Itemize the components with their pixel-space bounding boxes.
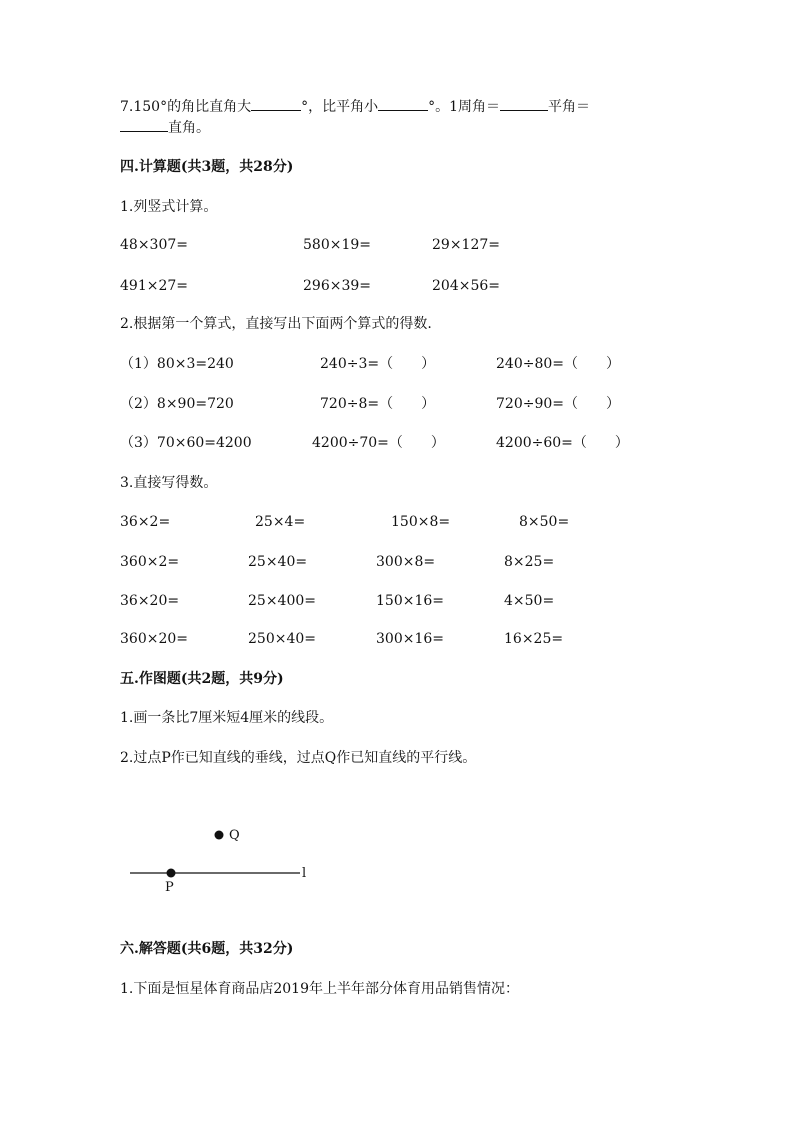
oral-item: 150×8=	[391, 514, 451, 530]
question-4-1-title: 1.列竖式计算。	[120, 199, 218, 215]
section-5-title: 五.作图题(共2题，共9分)	[120, 671, 284, 687]
oral-item: 36×20=	[120, 593, 180, 609]
question-7-text-b: °，比平角小	[301, 99, 379, 115]
oral-item: 4×50=	[504, 593, 555, 609]
calc-item: 296×39=	[303, 278, 371, 294]
derived-item: 4200÷60=（ ）	[496, 435, 629, 451]
calc-item: 491×27=	[120, 278, 188, 294]
derived-item: 720÷90=（ ）	[496, 396, 620, 412]
oral-item: 360×2=	[120, 554, 180, 570]
oral-item: 150×16=	[376, 593, 444, 609]
point-p-label: P	[165, 880, 174, 895]
question-7-text-d: 平角＝	[548, 99, 591, 115]
calc-item: 29×127=	[432, 237, 500, 253]
oral-item: 36×2=	[120, 514, 171, 530]
question-7-text-a: 7.150°的角比直角大	[120, 99, 252, 115]
derived-item: 720÷8=（ ）	[320, 396, 436, 412]
oral-item: 360×20=	[120, 631, 188, 647]
oral-item: 8×25=	[504, 554, 555, 570]
oral-item: 300×16=	[376, 631, 444, 647]
section-6-title: 六.解答题(共6题，共32分)	[120, 941, 294, 957]
question-4-3-title: 3.直接写得数。	[120, 475, 218, 491]
oral-item: 25×400=	[248, 593, 316, 609]
question-5-2: 2.过点P作已知直线的垂线，过点Q作已知直线的平行线。	[120, 750, 477, 766]
question-6-1: 1.下面是恒星体育商品店2019年上半年部分体育用品销售情况：	[120, 981, 519, 997]
oral-item: 300×8=	[376, 554, 436, 570]
question-7-text-c: °。1周角＝	[428, 99, 501, 115]
calc-item: 204×56=	[432, 278, 500, 294]
line-label: l	[302, 866, 307, 881]
point-p-dot	[167, 869, 176, 878]
derived-item: （3）70×60=4200	[120, 435, 252, 451]
derived-item: （1）80×3=240	[120, 356, 234, 372]
question-5-1: 1.画一条比7厘米短4厘米的线段。	[120, 710, 334, 726]
question-4-2-title: 2.根据第一个算式，直接写出下面两个算式的得数.	[120, 316, 432, 332]
derived-item: 240÷80=（ ）	[496, 356, 620, 372]
oral-item: 16×25=	[504, 631, 564, 647]
derived-item: （2）8×90=720	[120, 396, 234, 412]
oral-item: 250×40=	[248, 631, 316, 647]
derived-item: 4200÷70=（ ）	[312, 435, 445, 451]
calc-item: 48×307=	[120, 237, 188, 253]
section-4-title: 四.计算题(共3题，共28分)	[120, 159, 294, 175]
derived-item: 240÷3=（ ）	[320, 356, 436, 372]
question-7-text-e: 直角。	[168, 120, 210, 136]
point-q-dot	[215, 831, 224, 840]
oral-item: 8×50=	[519, 514, 570, 530]
oral-item: 25×40=	[248, 554, 308, 570]
point-q-label: Q	[229, 828, 240, 843]
oral-item: 25×4=	[255, 514, 306, 530]
calc-item: 580×19=	[303, 237, 371, 253]
